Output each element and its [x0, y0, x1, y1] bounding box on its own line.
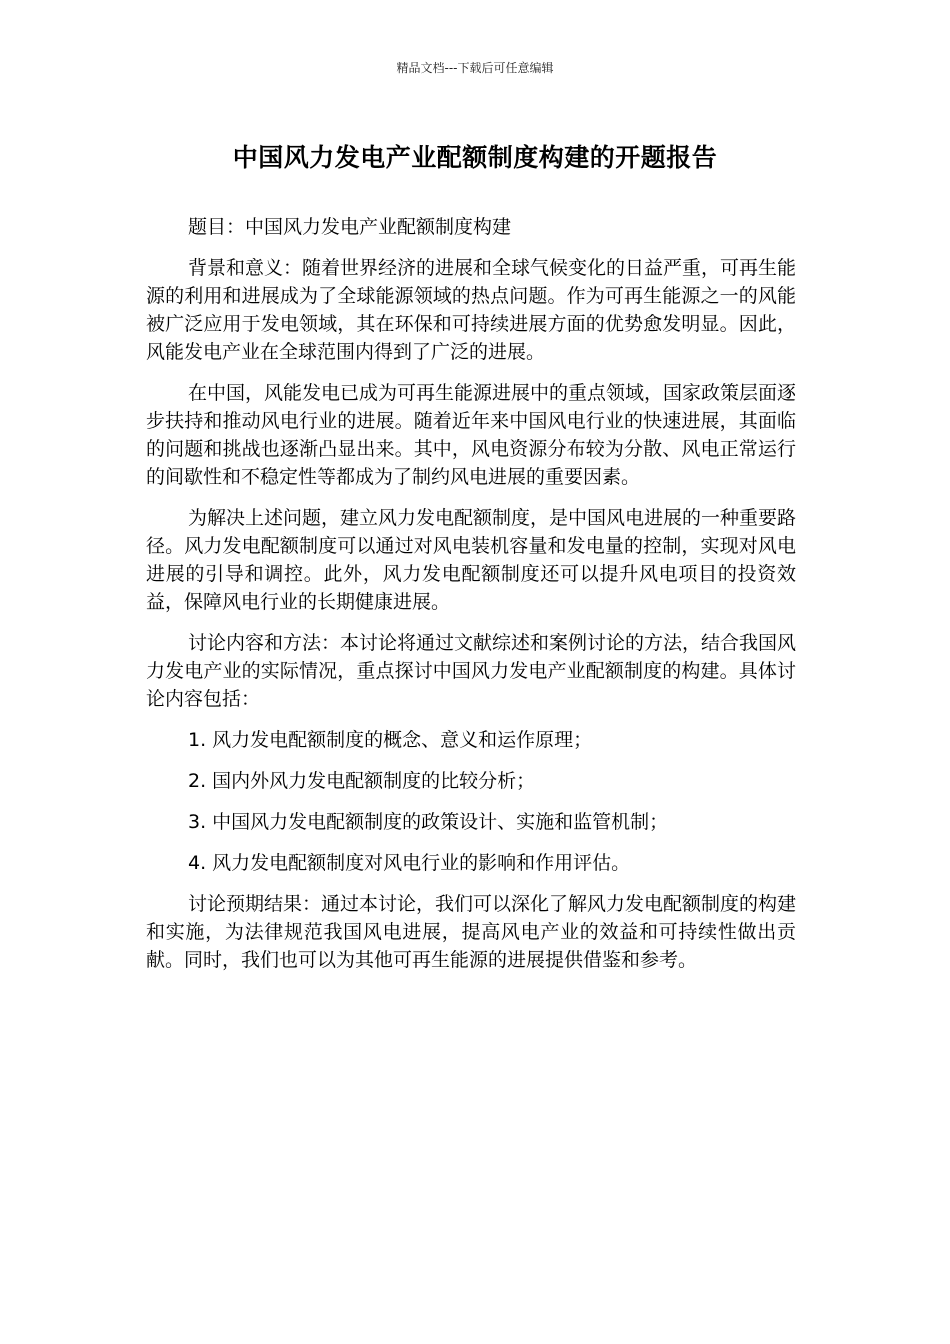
header-note: 精品文档---下载后可任意编辑: [396, 61, 554, 75]
expected-results-paragraph: 讨论预期结果：通过本讨论，我们可以深化了解风力发电配额制度的构建和实施，为法律规范我国风电进展，提高风电产业的效益和可持续性做出贡献。同时，我们也可以为其他可再生能源的进展提供借鉴和参考。: [146, 893, 797, 971]
document-body: [146, 213, 796, 987]
solution-paragraph: 为解决上述问题，建立风力发电配额制度，是中国风电进展的一种重要路径。风力发电配额制度可以通过对风电装机容量和发电量的控制，实现对风电进展的引导和调控。此外，风力发电配额制度还可以提升风电项目的投资效益，保障风电行业的长期健康进展。: [146, 507, 797, 613]
list-item: 3. 中国风力发电配额制度的政策设计、实施和监管机制；: [188, 811, 669, 833]
list-item: 1. 风力发电配额制度的概念、意义和运作原理；: [188, 729, 593, 751]
method-paragraph: 讨论内容和方法：本讨论将通过文献综述和案例讨论的方法，结合我国风力发电产业的实际情况，重点探讨中国风力发电产业配额制度的构建。具体讨论内容包括：: [146, 632, 797, 710]
list-item: 4. 风力发电配额制度对风电行业的影响和作用评估。: [188, 852, 631, 874]
document-title: 中国风力发电产业配额制度构建的开题报告: [232, 143, 718, 172]
china-context-paragraph: 在中国，风能发电已成为可再生能源进展中的重点领域，国家政策层面逐步扶持和推动风电行业的进展。随着近年来中国风电行业的快速进展，其面临的问题和挑战也逐渐凸显出来。其中，风电资源分布较为分散、风电正常运行的间歇性和不稳定性等都成为了制约风电进展的重要因素。: [146, 382, 797, 488]
background-paragraph: 背景和意义：随着世界经济的进展和全球气候变化的日益严重，可再生能源的利用和进展成为了全球能源领域的热点问题。作为可再生能源之一的风能被广泛应用于发电领域，其在环保和可持续进展方面的优势愈发明显。因此，风能发电产业在全球范围内得到了广泛的进展。: [146, 257, 797, 363]
list-item: 2. 国内外风力发电配额制度的比较分析；: [188, 770, 536, 792]
topic-paragraph: 题目：中国风力发电产业配额制度构建: [188, 216, 512, 238]
